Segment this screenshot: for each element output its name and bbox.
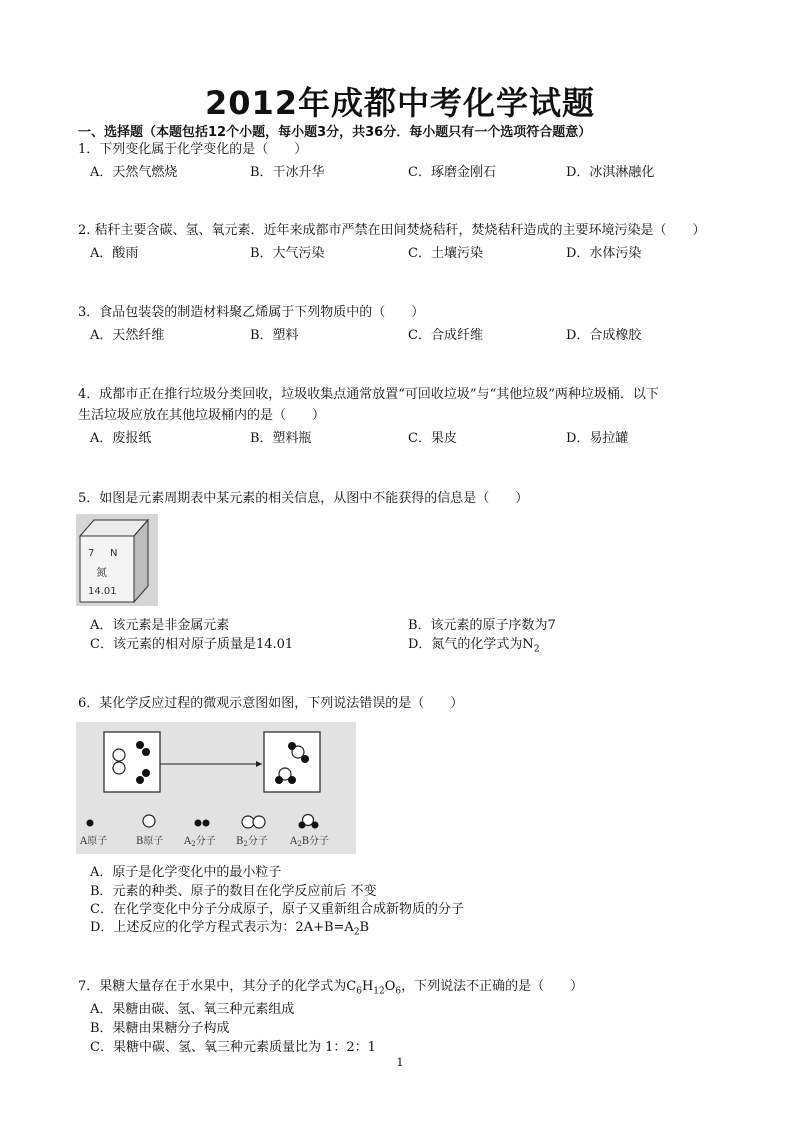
legend-a2-molecule-icon <box>203 820 210 827</box>
b-atom-icon <box>113 749 125 761</box>
a-atom-icon <box>288 776 296 784</box>
formula-element: O <box>384 979 396 994</box>
option-d-text: D．上述反应的化学方程式表示为：2A+B=A <box>90 920 354 935</box>
question-3-options <box>90 324 730 344</box>
question-4-stem-line-2: 生活垃圾应放在其他垃圾桶内的是（ ） <box>78 408 326 423</box>
subscript: 2 <box>533 644 540 655</box>
a-atom-icon <box>288 742 296 750</box>
subscript: 12 <box>373 986 385 997</box>
option-b[interactable]: B．果糖由果糖分子构成 <box>90 1021 230 1036</box>
question-4-options <box>90 427 730 447</box>
option-c[interactable]: C．该元素的相对原子质量是14.01 <box>90 637 294 652</box>
question-3-stem: 3．食品包装袋的制造材料聚乙烯属于下列物质中的（ ） <box>78 305 425 320</box>
legend-a2b-molecule-icon <box>312 822 319 829</box>
option-d[interactable]: D．冰淇淋融化 <box>566 165 655 180</box>
legend-b2-molecule-label <box>236 834 268 848</box>
legend-b2-molecule-icon <box>253 816 265 828</box>
legend-a2-molecule-label <box>183 834 216 848</box>
option-d[interactable] <box>408 633 540 655</box>
question-4-stem-line-1: 4．成都市正在推行垃圾分类回收，垃圾收集点通常放置“可回收垃圾”与“其他垃圾”两种垃圾桶．以下 <box>78 387 659 402</box>
option-a[interactable]: A．酸雨 <box>90 246 139 261</box>
option-b[interactable]: B．元素的种类、原子的数目在化学反应前后 不变 <box>90 884 377 899</box>
stem-text: 7．果糖大量存在于水果中，其分子的化学式为C <box>78 979 357 994</box>
label-part: B <box>236 836 244 847</box>
label-part: A <box>290 836 298 847</box>
legend-b-atom-label: B原子 <box>136 836 164 847</box>
label-part: 分子 <box>195 836 216 847</box>
label-subscript: 2 <box>191 840 196 848</box>
option-d-tail: B <box>359 920 370 935</box>
option-d[interactable]: D．易拉罐 <box>566 431 629 446</box>
atomic-number: 7 <box>88 548 95 559</box>
option-a[interactable]: A．废报纸 <box>90 431 152 446</box>
option-d[interactable]: D．合成橡胶 <box>566 328 642 343</box>
formula-element: H <box>361 979 374 994</box>
question-1-stem: 1．下列变化属于化学变化的是（ ） <box>78 142 308 157</box>
a-atom-icon <box>142 769 150 777</box>
option-a[interactable]: A．该元素是非金属元素 <box>90 618 230 633</box>
a-atom-icon <box>275 776 283 784</box>
legend-b-atom-icon <box>143 815 155 827</box>
option-b[interactable]: B．该元素的原子序数为7 <box>408 618 556 633</box>
stem-text: ，下列说法不正确的是（ ） <box>401 979 584 994</box>
option-d[interactable]: D．水体污染 <box>566 246 642 261</box>
page-number: 1 <box>396 1056 404 1069</box>
option-a[interactable]: A．原子是化学变化中的最小粒子 <box>90 865 282 880</box>
atomic-mass: 14.01 <box>88 586 117 597</box>
option-c[interactable]: C．果糖中碳、氢、氧三种元素质量比为 1：2：1 <box>90 1040 376 1055</box>
a-atom-icon <box>142 748 150 756</box>
legend-a-atom-icon <box>87 820 94 827</box>
legend-a2b-molecule-label <box>289 834 329 848</box>
legend-a2-molecule-icon <box>195 820 202 827</box>
page-title: 2012年成都中考化学试题 <box>204 84 596 122</box>
option-a[interactable]: A．天然气燃烧 <box>90 165 178 180</box>
option-c[interactable]: C．琢磨金刚石 <box>408 165 496 180</box>
option-b[interactable]: B．塑料瓶 <box>250 431 312 446</box>
question-6-stem: 6．某化学反应过程的微观示意图如图，下列说法错误的是（ ） <box>78 696 464 711</box>
option-c[interactable]: C．合成纤维 <box>408 328 483 343</box>
option-c[interactable]: C．在化学变化中分子分成原子，原子又重新组合成新物质的分子 <box>90 902 464 917</box>
subscript: 6 <box>356 986 362 997</box>
option-c[interactable]: C．果皮 <box>408 431 457 446</box>
section-header: 一、选择题（本题包括12个小题，每小题3分，共36分．每小题只有一个选项符合题意） <box>78 125 592 140</box>
label-part: A <box>184 836 192 847</box>
a-atom-icon <box>136 776 144 784</box>
element-symbol: N <box>110 548 118 559</box>
question-1-options <box>90 161 730 181</box>
option-c[interactable]: C．土壤污染 <box>408 246 483 261</box>
option-d[interactable] <box>90 916 369 938</box>
question-5-stem: 5．如图是元素周期表中某元素的相关信息，从图中不能获得的信息是（ ） <box>78 491 529 506</box>
label-subscript: 2 <box>297 840 302 848</box>
option-a[interactable]: A．天然纤维 <box>90 328 165 343</box>
reaction-diagram <box>76 722 356 854</box>
a-atom-icon <box>301 755 309 763</box>
legend-b2-molecule-icon <box>242 816 254 828</box>
before-reaction-box <box>104 732 160 792</box>
label-part: B分子 <box>301 836 330 847</box>
legend-a-atom-label: A原子 <box>80 836 108 847</box>
subscript: 6 <box>395 986 402 997</box>
question-2-stem: 2. 秸秆主要含碳、氢、氧元素．近年来成都市严禁在田间焚烧秸秆，焚烧秸秆造成的主要环境污染是（ ） <box>78 223 706 238</box>
subscript: 2 <box>353 927 360 938</box>
element-name: 氮 <box>96 566 107 579</box>
option-b[interactable]: B．干冰升华 <box>250 165 325 180</box>
question-2-options <box>90 242 730 262</box>
periodic-table-cell-figure <box>76 514 158 606</box>
label-subscript: 2 <box>243 840 248 848</box>
option-d-text: D．氮气的化学式为N <box>408 637 534 652</box>
option-b[interactable]: B．大气污染 <box>250 246 325 261</box>
option-b[interactable]: B．塑料 <box>250 328 299 343</box>
legend-a2b-molecule-icon <box>299 822 306 829</box>
label-part: 分子 <box>247 836 268 847</box>
a-atom-icon <box>136 741 144 749</box>
option-a[interactable]: A．果糖由碳、氢、氧三种元素组成 <box>90 1002 295 1017</box>
b-atom-icon <box>113 762 125 774</box>
